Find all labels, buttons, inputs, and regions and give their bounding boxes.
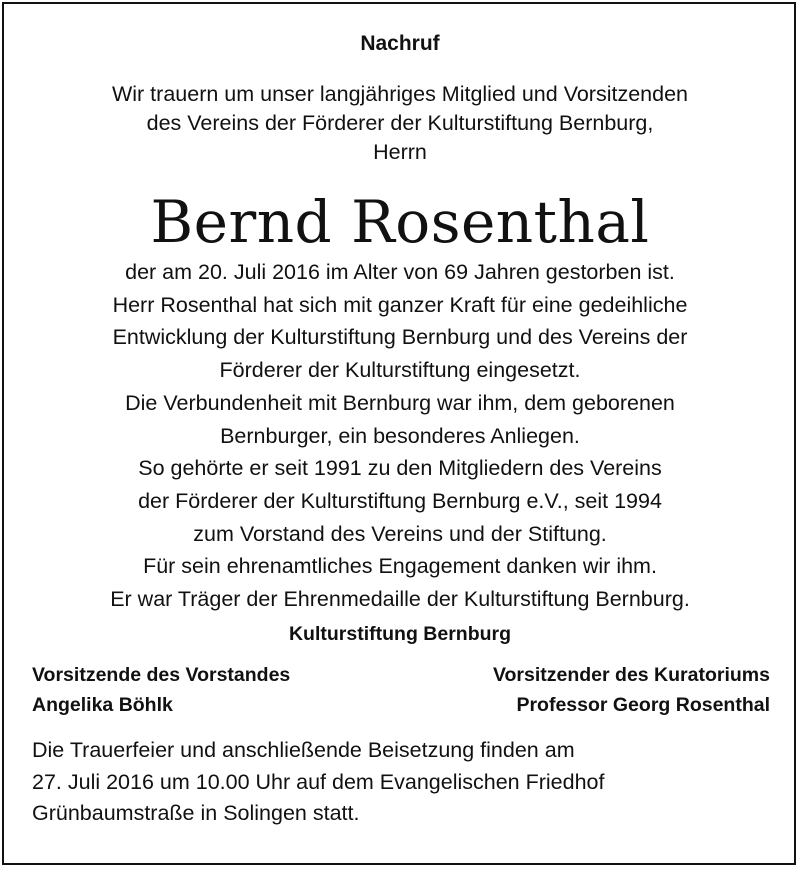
- tribute-line: Für sein ehrenamtliches Engagement danken wir ihm.: [143, 554, 657, 579]
- signature-right-person: Professor Georg Rosenthal: [516, 694, 770, 716]
- tribute-line: zum Vorstand des Vereins und der Stiftung.: [193, 521, 607, 546]
- funeral-line: Die Trauerfeier und anschließende Beisetzung finden am: [32, 738, 575, 762]
- deceased-name: Bernd Rosenthal: [150, 188, 650, 256]
- funeral-line: Grünbaumstraße in Solingen statt.: [32, 801, 360, 825]
- tribute-line: Bernburger, ein besonderes Anliegen.: [220, 423, 580, 448]
- organization-name: Kulturstiftung Bernburg: [288, 623, 512, 645]
- tribute-line: der Förderer der Kulturstiftung Bernburg e.V., seit 1994: [138, 488, 662, 513]
- intro-paragraph: [0, 80, 800, 167]
- signature-left-role: Vorsitzende des Vorstandes: [32, 664, 291, 686]
- notice-heading: Nachruf: [360, 32, 440, 55]
- signature-right-role: Vorsitzender des Kuratoriums: [492, 664, 770, 686]
- tribute-line: Er war Träger der Ehrenmedaille der Kulturstiftung Bernburg.: [110, 587, 690, 612]
- intro-line: Herrn: [373, 140, 427, 164]
- signature-right: [493, 660, 770, 720]
- tribute-line: der am 20. Juli 2016 im Alter von 69 Jahren gestorben ist.: [125, 260, 675, 284]
- tribute-line: Herr Rosenthal hat sich mit ganzer Kraft für eine gedeihliche: [112, 292, 688, 317]
- intro-line: Wir trauern um unser langjähriges Mitglied und Vorsitzenden: [111, 82, 689, 106]
- signature-left-person: Angelika Böhlk: [32, 694, 173, 716]
- tribute-line: Förderer der Kulturstiftung eingesetzt.: [219, 358, 581, 383]
- tribute-line: So gehörte er seit 1991 zu den Mitgliedern des Vereins: [138, 456, 662, 481]
- funeral-line: 27. Juli 2016 um 10.00 Uhr auf dem Evangelischen Friedhof: [32, 769, 605, 794]
- funeral-details: [32, 735, 604, 830]
- tribute-paragraph: [0, 256, 800, 616]
- tribute-line: Entwicklung der Kulturstiftung Bernburg und des Vereins der: [112, 325, 688, 350]
- signature-left: [32, 660, 290, 720]
- tribute-line: Die Verbundenheit mit Bernburg war ihm, dem geborenen: [125, 390, 675, 415]
- intro-line: des Vereins der Förderer der Kulturstiftung Bernburg,: [146, 111, 654, 135]
